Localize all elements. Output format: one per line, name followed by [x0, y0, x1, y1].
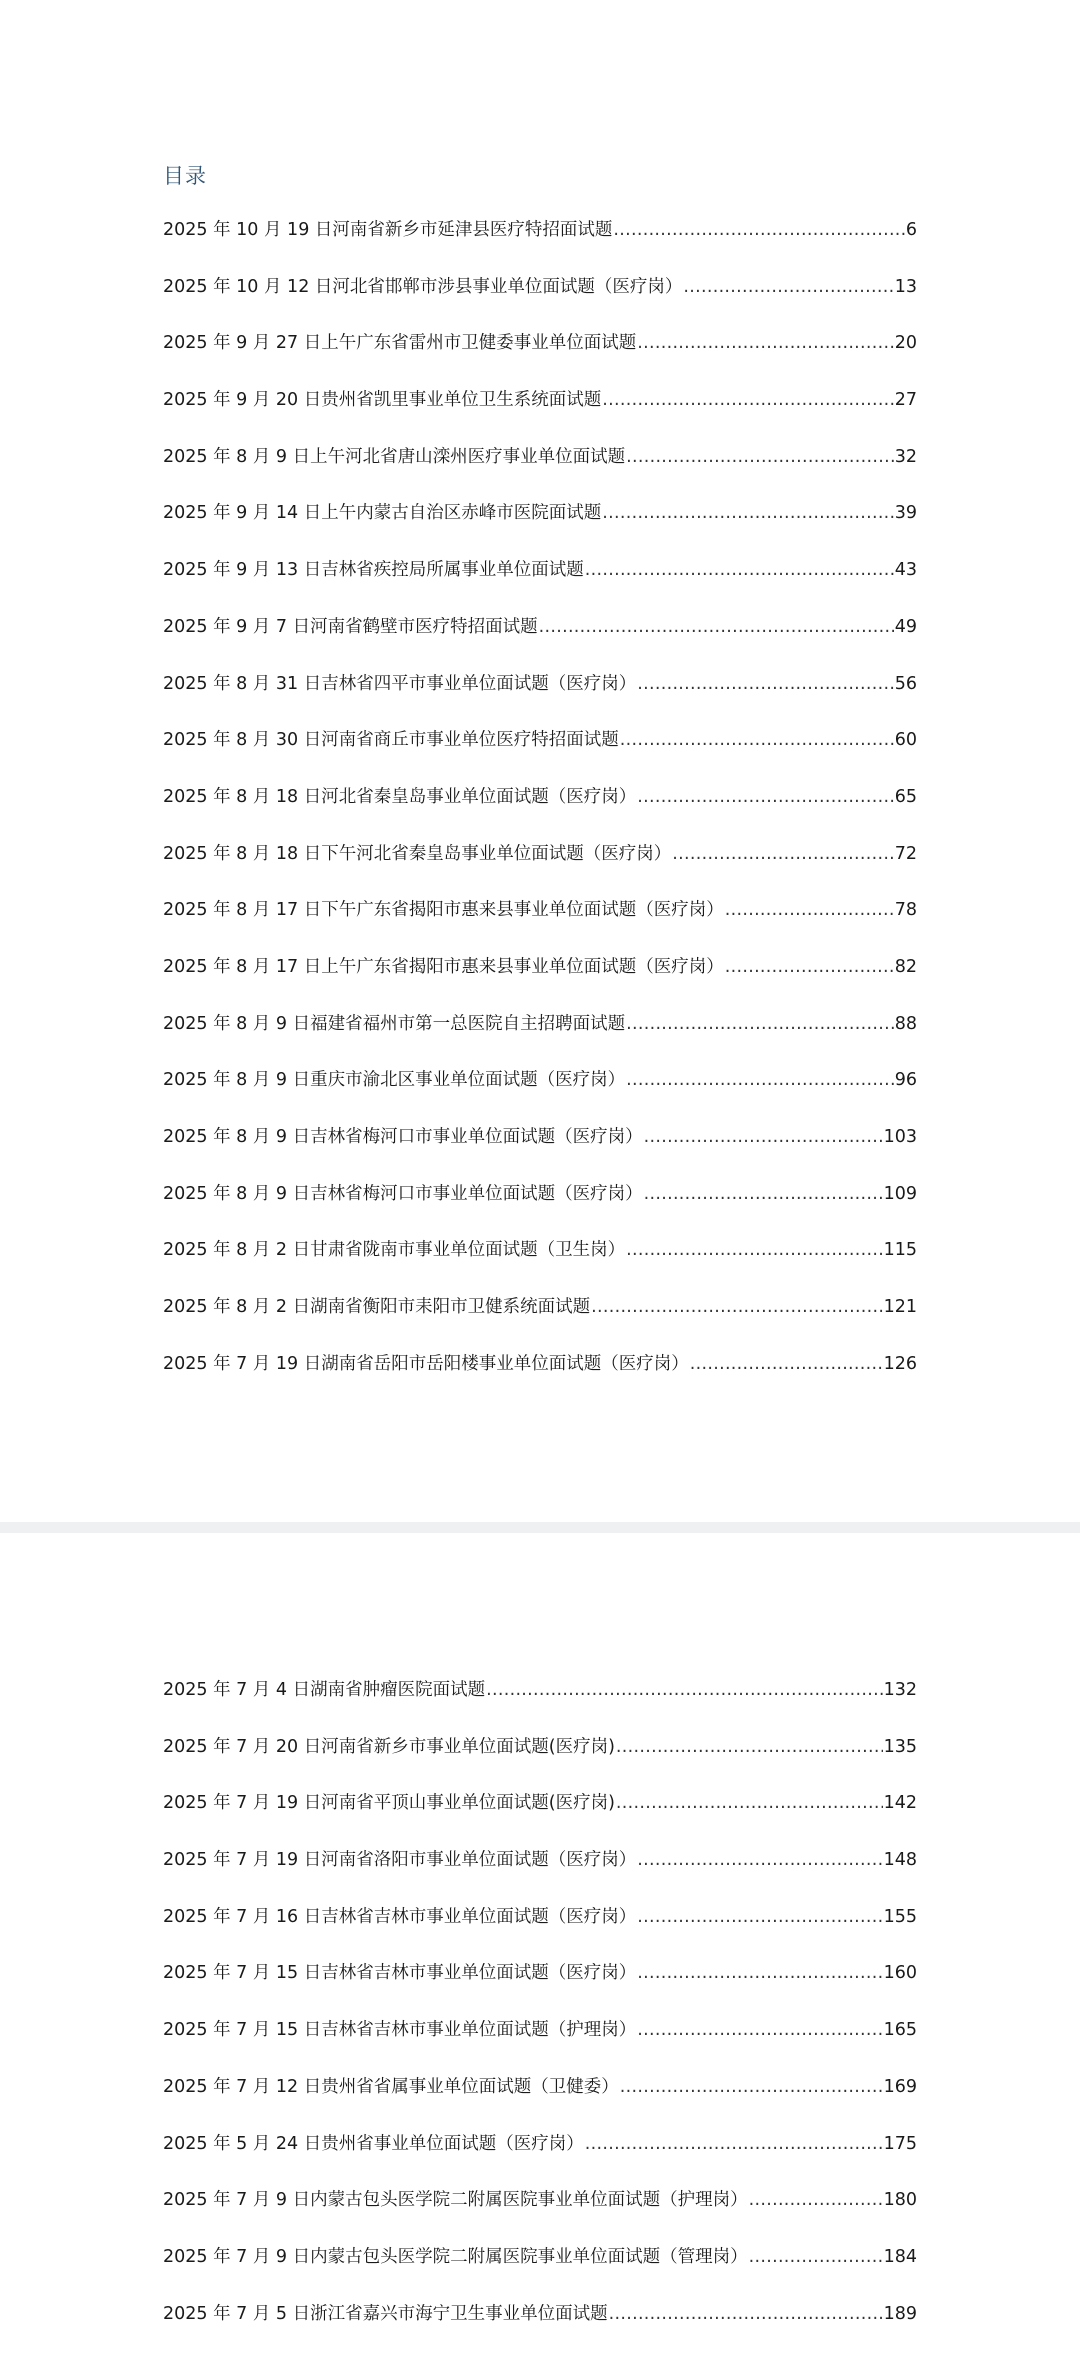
toc-entry[interactable]: [163, 216, 917, 273]
toc-dot-leader: [626, 1240, 882, 1260]
toc-entry-page-number: 160: [883, 1963, 917, 1984]
toc-entry-page-number: 82: [894, 956, 917, 977]
toc-entry[interactable]: [163, 1846, 917, 1903]
toc-entry-page-number: 13: [894, 276, 917, 297]
toc-entry[interactable]: [163, 2130, 917, 2187]
toc-entry[interactable]: [163, 443, 917, 500]
toc-entry-page-number: 78: [894, 900, 917, 921]
toc-entry-title: 2025 年 8 月 9 日上午河北省唐山滦州医疗事业单位面试题: [163, 446, 626, 467]
toc-entry-page-number: 43: [894, 560, 917, 581]
toc-dot-leader: [637, 787, 893, 807]
toc-entry-page-number: 169: [883, 2076, 917, 2097]
toc-entry[interactable]: [163, 1733, 917, 1790]
toc-entry-title: 2025 年 8 月 9 日重庆市渝北区事业单位面试题（医疗岗）: [163, 1070, 626, 1091]
page-separator: [0, 1522, 1080, 1533]
toc-entry-page-number: 121: [883, 1297, 917, 1318]
toc-entry-page-number: 126: [883, 1353, 917, 1374]
toc-entry-title: 2025 年 7 月 5 日浙江省嘉兴市海宁卫生事业单位面试题: [163, 2303, 608, 2324]
toc-entry-page-number: 189: [883, 2303, 917, 2324]
toc-dot-leader: [613, 220, 904, 240]
toc-entry[interactable]: [163, 953, 917, 1010]
toc-entry-title: 2025 年 8 月 9 日吉林省梅河口市事业单位面试题（医疗岗）: [163, 1127, 643, 1147]
toc-list-page-2: [163, 1676, 917, 2356]
toc-entry-title: 2025 年 9 月 27 日上午广东省雷州市卫健委事业单位面试题: [163, 333, 637, 354]
toc-entry-title: 2025 年 8 月 17 日下午广东省揭阳市惠来县事业单位面试题（医疗岗）: [163, 900, 724, 921]
toc-dot-leader: [725, 957, 894, 977]
toc-entry-page-number: 142: [883, 1793, 917, 1814]
toc-entry-title: 2025 年 7 月 15 日吉林省吉林市事业单位面试题（医疗岗）: [163, 1963, 637, 1984]
toc-entry-title: 2025 年 8 月 30 日河南省商丘市事业单位医疗特招面试题: [163, 730, 619, 751]
toc-entry-page-number: 20: [894, 333, 917, 354]
toc-entry-title: 2025 年 7 月 20 日河南省新乡市事业单位面试题(医疗岗): [163, 1736, 615, 1757]
toc-entry[interactable]: [163, 329, 917, 386]
toc-dot-leader: [690, 1354, 883, 1374]
toc-entry-page-number: 49: [894, 616, 917, 637]
toc-entry-title: 2025 年 7 月 16 日吉林省吉林市事业单位面试题（医疗岗）: [163, 1906, 637, 1927]
toc-entry-title: 2025 年 5 月 24 日贵州省事业单位面试题（医疗岗）: [163, 2133, 584, 2154]
toc-dot-leader: [616, 1737, 883, 1757]
toc-entry[interactable]: [163, 1350, 917, 1407]
toc-dot-leader: [637, 1907, 882, 1927]
toc-dot-leader: [602, 503, 893, 523]
toc-dot-leader: [620, 730, 894, 750]
toc-dot-leader: [637, 1963, 882, 1983]
toc-entry[interactable]: [163, 1293, 917, 1350]
toc-dot-leader: [539, 617, 894, 637]
toc-entry-page-number: 155: [883, 1906, 917, 1927]
toc-entry[interactable]: [163, 1676, 917, 1733]
toc-entry[interactable]: [163, 1180, 917, 1237]
toc-dot-leader: [591, 1297, 882, 1317]
toc-entry[interactable]: [163, 1123, 917, 1180]
toc-entry[interactable]: [163, 2073, 917, 2130]
toc-entry[interactable]: [163, 2186, 917, 2243]
toc-entry[interactable]: [163, 2016, 917, 2073]
toc-entry-page-number: 175: [883, 2133, 917, 2154]
toc-dot-leader: [725, 900, 894, 920]
toc-dot-leader: [644, 1184, 883, 1204]
toc-entry[interactable]: [163, 1066, 917, 1123]
toc-entry[interactable]: [163, 1959, 917, 2016]
toc-entry[interactable]: [163, 2300, 917, 2356]
toc-entry-page-number: 56: [894, 673, 917, 694]
toc-entry[interactable]: [163, 499, 917, 556]
toc-dot-leader: [637, 333, 893, 353]
toc-entry-page-number: 109: [883, 1183, 917, 1204]
toc-entry-page-number: 132: [883, 1680, 917, 1700]
toc-entry-page-number: 115: [883, 1240, 917, 1261]
toc-entry-page-number: 184: [883, 2246, 917, 2267]
toc-entry-page-number: 180: [883, 2190, 917, 2211]
toc-entry-page-number: 72: [894, 843, 917, 864]
toc-heading: 目录: [163, 164, 207, 188]
toc-entry-title: 2025 年 9 月 7 日河南省鹤壁市医疗特招面试题: [163, 616, 538, 637]
toc-entry-page-number: 6: [905, 220, 917, 240]
toc-entry-page-number: 103: [883, 1127, 917, 1147]
toc-entry[interactable]: [163, 670, 917, 727]
toc-entry-page-number: 88: [894, 1013, 917, 1034]
toc-entry-title: 2025 年 7 月 12 日贵州省省属事业单位面试题（卫健委）: [163, 2076, 619, 2097]
toc-entry-title: 2025 年 10 月 12 日河北省邯郸市涉县事业单位面试题（医疗岗）: [163, 276, 683, 297]
toc-dot-leader: [616, 1793, 883, 1813]
toc-entry-title: 2025 年 8 月 17 日上午广东省揭阳市惠来县事业单位面试题（医疗岗）: [163, 956, 724, 977]
toc-dot-leader: [626, 1070, 894, 1090]
toc-entry[interactable]: [163, 556, 917, 613]
toc-dot-leader: [683, 277, 893, 297]
toc-entry-page-number: 148: [883, 1850, 917, 1871]
toc-dot-leader: [620, 2077, 883, 2097]
toc-entry-title: 2025 年 9 月 13 日吉林省疾控局所属事业单位面试题: [163, 560, 584, 581]
toc-entry-title: 2025 年 9 月 20 日贵州省凯里事业单位卫生系统面试题: [163, 390, 602, 411]
toc-entry-title: 2025 年 7 月 15 日吉林省吉林市事业单位面试题（护理岗）: [163, 2020, 637, 2041]
toc-entry-page-number: 27: [894, 390, 917, 411]
toc-entry-page-number: 39: [894, 503, 917, 524]
toc-dot-leader: [626, 1014, 894, 1034]
toc-dot-leader: [637, 2020, 882, 2040]
toc-entry-page-number: 32: [894, 446, 917, 467]
toc-entry[interactable]: [163, 1236, 917, 1293]
toc-entry-title: 2025 年 8 月 2 日湖南省衡阳市耒阳市卫健系统面试题: [163, 1297, 591, 1318]
toc-entry-title: 2025 年 7 月 19 日河南省平顶山事业单位面试题(医疗岗): [163, 1793, 615, 1814]
toc-dot-leader: [602, 390, 893, 410]
toc-entry[interactable]: [163, 896, 917, 953]
toc-dot-leader: [609, 2304, 883, 2324]
toc-entry[interactable]: [163, 783, 917, 840]
toc-entry-title: 2025 年 8 月 31 日吉林省四平市事业单位面试题（医疗岗）: [163, 673, 637, 694]
toc-entry-title: 2025 年 9 月 14 日上午内蒙古自治区赤峰市医院面试题: [163, 503, 602, 524]
toc-entry-page-number: 135: [883, 1736, 917, 1757]
toc-dot-leader: [585, 560, 894, 580]
toc-dot-leader: [749, 2247, 883, 2267]
toc-entry[interactable]: [163, 726, 917, 783]
toc-entry-title: 2025 年 8 月 18 日河北省秦皇岛事业单位面试题（医疗岗）: [163, 786, 637, 807]
document-page-2: [0, 1533, 1080, 2331]
toc-entry-title: 2025 年 8 月 18 日下午河北省秦皇岛事业单位面试题（医疗岗）: [163, 843, 672, 864]
toc-entry[interactable]: [163, 1789, 917, 1846]
toc-dot-leader: [626, 447, 894, 467]
toc-dot-leader: [637, 1850, 882, 1870]
toc-entry[interactable]: [163, 273, 917, 330]
toc-entry-page-number: 165: [883, 2020, 917, 2041]
toc-entry-page-number: 96: [894, 1070, 917, 1091]
toc-entry-title: 2025 年 7 月 9 日内蒙古包头医学院二附属医院事业单位面试题（管理岗）: [163, 2246, 748, 2267]
toc-entry-title: 2025 年 7 月 19 日河南省洛阳市事业单位面试题（医疗岗）: [163, 1850, 637, 1871]
toc-entry-page-number: 65: [894, 786, 917, 807]
toc-dot-leader: [585, 2134, 883, 2154]
toc-entry-title: 2025 年 8 月 9 日吉林省梅河口市事业单位面试题（医疗岗）: [163, 1183, 643, 1204]
toc-entry[interactable]: [163, 386, 917, 443]
toc-dot-leader: [486, 1680, 882, 1700]
toc-entry[interactable]: [163, 2243, 917, 2300]
toc-dot-leader: [644, 1127, 883, 1147]
toc-entry[interactable]: [163, 1903, 917, 1960]
toc-dot-leader: [672, 844, 893, 864]
toc-entry-title: 2025 年 8 月 2 日甘肃省陇南市事业单位面试题（卫生岗）: [163, 1240, 626, 1261]
toc-entry[interactable]: [163, 840, 917, 897]
toc-entry-title: 2025 年 7 月 4 日湖南省肿瘤医院面试题: [163, 1680, 486, 1700]
toc-dot-leader: [637, 674, 893, 694]
toc-entry[interactable]: [163, 613, 917, 670]
toc-entry-title: 2025 年 7 月 9 日内蒙古包头医学院二附属医院事业单位面试题（护理岗）: [163, 2190, 748, 2211]
toc-entry[interactable]: [163, 1010, 917, 1067]
toc-entry-page-number: 60: [894, 730, 917, 751]
toc-list-page-1: [163, 216, 917, 1406]
toc-entry-title: 2025 年 7 月 19 日湖南省岳阳市岳阳楼事业单位面试题（医疗岗）: [163, 1353, 689, 1374]
toc-dot-leader: [749, 2190, 883, 2210]
toc-entry-title: 2025 年 10 月 19 日河南省新乡市延津县医疗特招面试题: [163, 220, 613, 240]
toc-entry-title: 2025 年 8 月 9 日福建省福州市第一总医院自主招聘面试题: [163, 1013, 626, 1034]
